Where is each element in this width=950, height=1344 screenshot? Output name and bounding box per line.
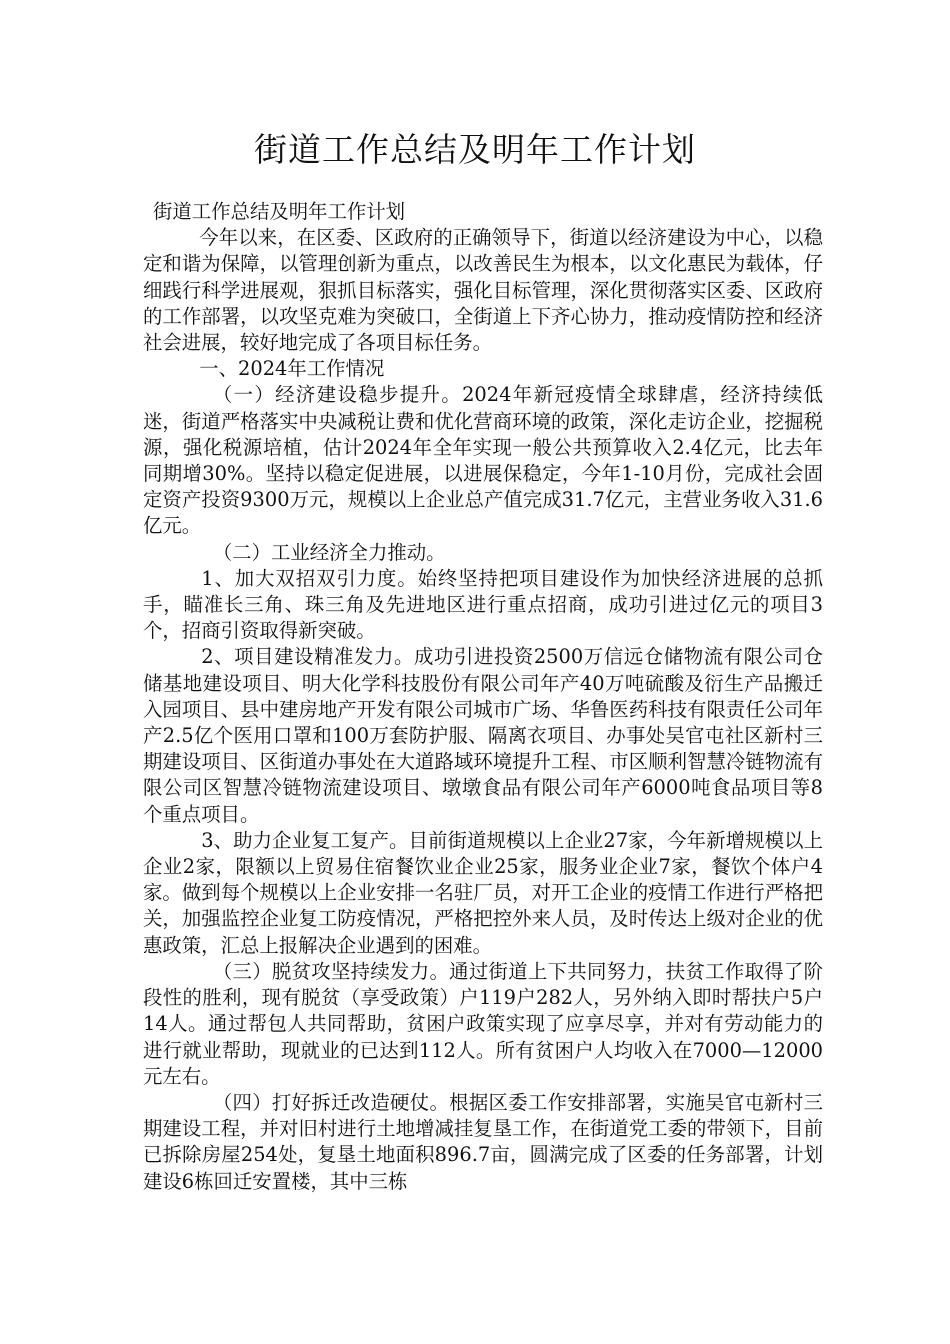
- paragraph-economic: （一）经济建设稳步提升。2024年新冠疫情全球肆虐，经济持续低迷，街道严格落实中央减税让费和优化营商环境的政策，深化走访企业，挖掘税源，强化税源培植，估计2024年全年实现一般公共预算收入2.4亿元，比去年同期增30%。坚持以稳定促进展，以进展保稳定，今年1-10月份，完成社会固定资产投资9300万元，规模以上企业总产值完成31.7亿元，主营业务收入31.6亿元。: [143, 383, 823, 538]
- document-title: 街道工作总结及明年工作计划: [254, 130, 696, 169]
- document-subtitle: 街道工作总结及明年工作计划: [153, 200, 406, 223]
- section-heading: 一、2024年工作情况: [199, 357, 385, 381]
- document-body: [143, 199, 823, 1195]
- paragraph-demolition: （四）打好拆迁改造硬仗。根据区委工作安排部署，实施吴官屯新村三期建设工程，并对旧村进行土地增减挂复垦工作，在街道党工委的带领下，目前已拆除房屋254处，复垦土地面积896.7亩，圆满完成了区委的任务部署，计划建设6栋回迁安置楼，其中三栋: [143, 1090, 823, 1193]
- subsection-heading-industry: （二）工业经济全力推动。: [212, 540, 446, 564]
- paragraph-poverty: （三）脱贫攻坚持续发力。通过街道上下共同努力，扶贫工作取得了阶段性的胜利，现有脱贫（享受政策）户119户282人，另外纳入即时帮扶户5户14人。通过帮包人共同帮助，贫困户政策实现了应享尽享，并对有劳动能力的进行就业帮助，现就业的已达到112人。所有贫困户人均收入在7000—12000元左右。: [143, 959, 823, 1088]
- paragraph-item-1: 1、加大双招双引力度。始终坚持把项目建设作为加快经济进展的总抓手，瞄准长三角、珠三角及先进地区进行重点招商，成功引进过亿元的项目3个，招商引资取得新突破。: [143, 566, 823, 643]
- paragraph-item-3: 3、助力企业复工复产。目前街道规模以上企业27家，今年新增规模以上企业2家，限额以上贸易住宿餐饮业企业25家，服务业企业7家，餐饮个体户4家。做到每个规模以上企业安排一名驻厂员，对开工企业的疫情工作进行严格把关，加强监控企业复工防疫情况，严格把控外来人员，及时传达上级对企业的优惠政策，汇总上报解决企业遇到的困难。: [143, 828, 823, 957]
- paragraph-item-2: 2、项目建设精准发力。成功引进投资2500万信远仓储物流有限公司仓储基地建设项目、明大化学科技股份有限公司年产40万吨硫酸及衍生产品搬迁入园项目、县中建房地产开发有限公司城市广场、华鲁医药科技有限责任公司年产2.5亿个医用口罩和100万套防护服、隔离衣项目、办事处吴官屯社区新村三期建设项目、区街道办事处在大道路域环境提升工程、市区顺利智慧冷链物流有限公司区智慧冷链物流建设项目、墩墩食品有限公司年产6000吨食品项目等8个重点项目。: [143, 645, 823, 826]
- paragraph-intro: 今年以来，在区委、区政府的正确领导下，街道以经济建设为中心，以稳定和谐为保障，以管理创新为重点，以改善民生为根本，以文化惠民为载体，仔细践行科学进展观，狠抓目标落实，强化目标管理，深化贯彻落实区委、区政府的工作部署，以攻坚克难为突破口，全街道上下齐心协力，推动疫情防控和经济社会进展，较好地完成了各项目标任务。: [143, 226, 823, 355]
